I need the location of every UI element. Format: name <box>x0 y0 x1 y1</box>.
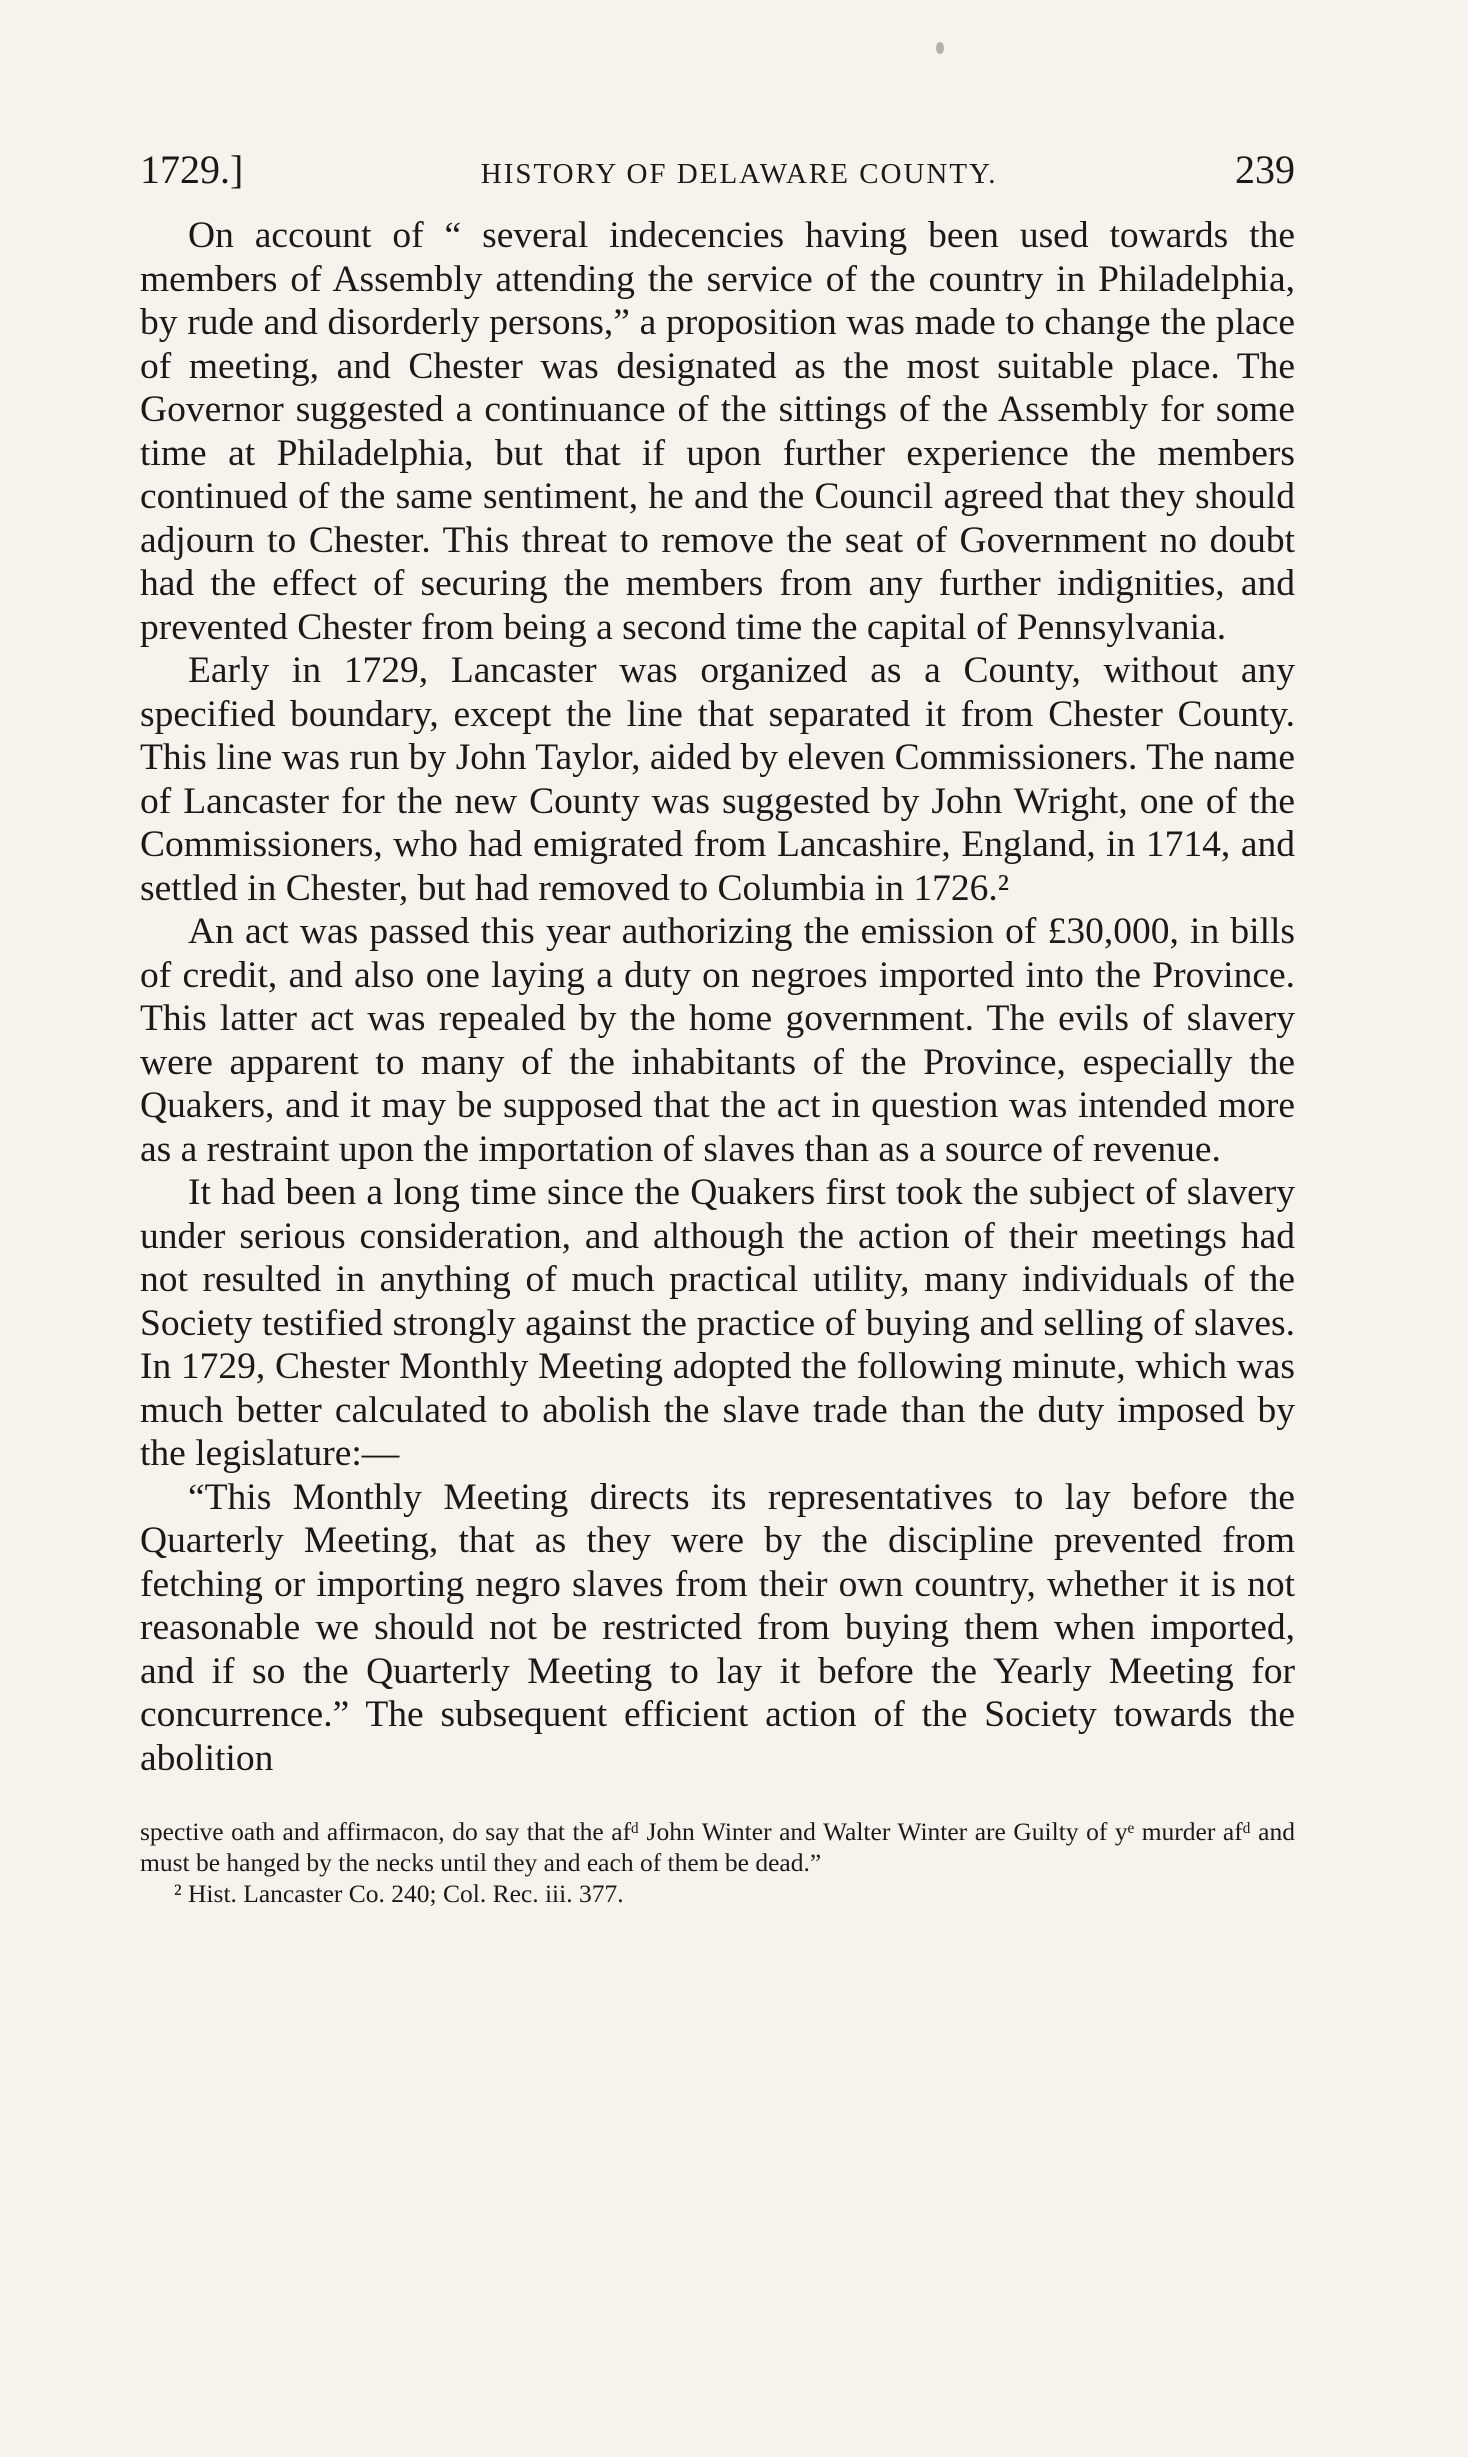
paper-speck <box>936 42 944 54</box>
header-year: 1729.] <box>140 147 244 192</box>
paragraph-act: An act was passed this year authorizing the emission of £30,000, in bills of credit, and also one laying a duty on negroes imported into the Province. This latter act was repealed by the home government. The evils of slavery were apparent to many of the inhabitants of the Province, especially the Quakers, and it may be supposed that the act in question was intended more as a restraint upon the importation of slaves than as a source of revenue. <box>140 911 1295 1170</box>
footnote-continued: spective oath and affirmacon, do say that the afᵈ John Winter and Walter Winter are Guilty of yᵉ murder afᵈ and must be hanged by the necks until they and each of them be dead.” <box>140 1817 1295 1877</box>
footnote-2: ² Hist. Lancaster Co. 240; Col. Rec. iii. 377. <box>174 1879 624 1908</box>
paragraph-quakers: It had been a long time since the Quakers first took the subject of slavery under serious consideration, and although the action of their meetings had not resulted in anything of much practical utility, many individuals of the Society testified strongly against the practice of buying and selling of slaves. In 1729, Chester Monthly Meeting adopted the following minute, which was much better calculated to abolish the slave trade than the duty imposed by the legislature:— <box>140 1172 1295 1474</box>
footnotes <box>140 1816 1295 1909</box>
paragraph-assembly: On account of “ several indecencies having been used towards the members of Assembly attending the service of the country in Philadelphia, by rude and disorderly persons,” a proposition was made to change the place of meeting, and Chester was designated as the most suitable place. The Governor suggested a continuance of the sittings of the Assembly for some time at Philadelphia, but that if upon further experience the members continued of the same sentiment, he and the Council agreed that they should adjourn to Chester. This threat to remove the seat of Government no doubt had the effect of securing the members from any further indignities, and prevented Chester from being a second time the capital of Pennsylvania. <box>140 215 1295 648</box>
book-page <box>140 147 1295 1909</box>
page-number: 239 <box>1235 147 1295 192</box>
paragraph-lancaster: Early in 1729, Lancaster was organized as a County, without any specified boundary, except the line that separated it from Chester County. This line was run by John Taylor, aided by eleven Commissioners. The name of Lancaster for the new County was suggested by John Wright, one of the Commissioners, who had emigrated from Lancashire, England, in 1714, and settled in Chester, but had removed to Columbia in 1726.² <box>140 650 1295 909</box>
paragraph-minute: “This Monthly Meeting directs its representatives to lay before the Quarterly Meeting, that as they were by the discipline prevented from fetching or importing negro slaves from their own country, whether it is not reasonable we should not be restricted from buying them when imported, and if so the Quarterly Meeting to lay it before the Yearly Meeting for concurrence.” The subsequent efficient action of the Society towards the abolition <box>140 1476 1295 1779</box>
header-title: HISTORY OF DELAWARE COUNTY. <box>480 158 998 190</box>
body-text <box>140 214 1295 1780</box>
running-head <box>140 147 1295 192</box>
